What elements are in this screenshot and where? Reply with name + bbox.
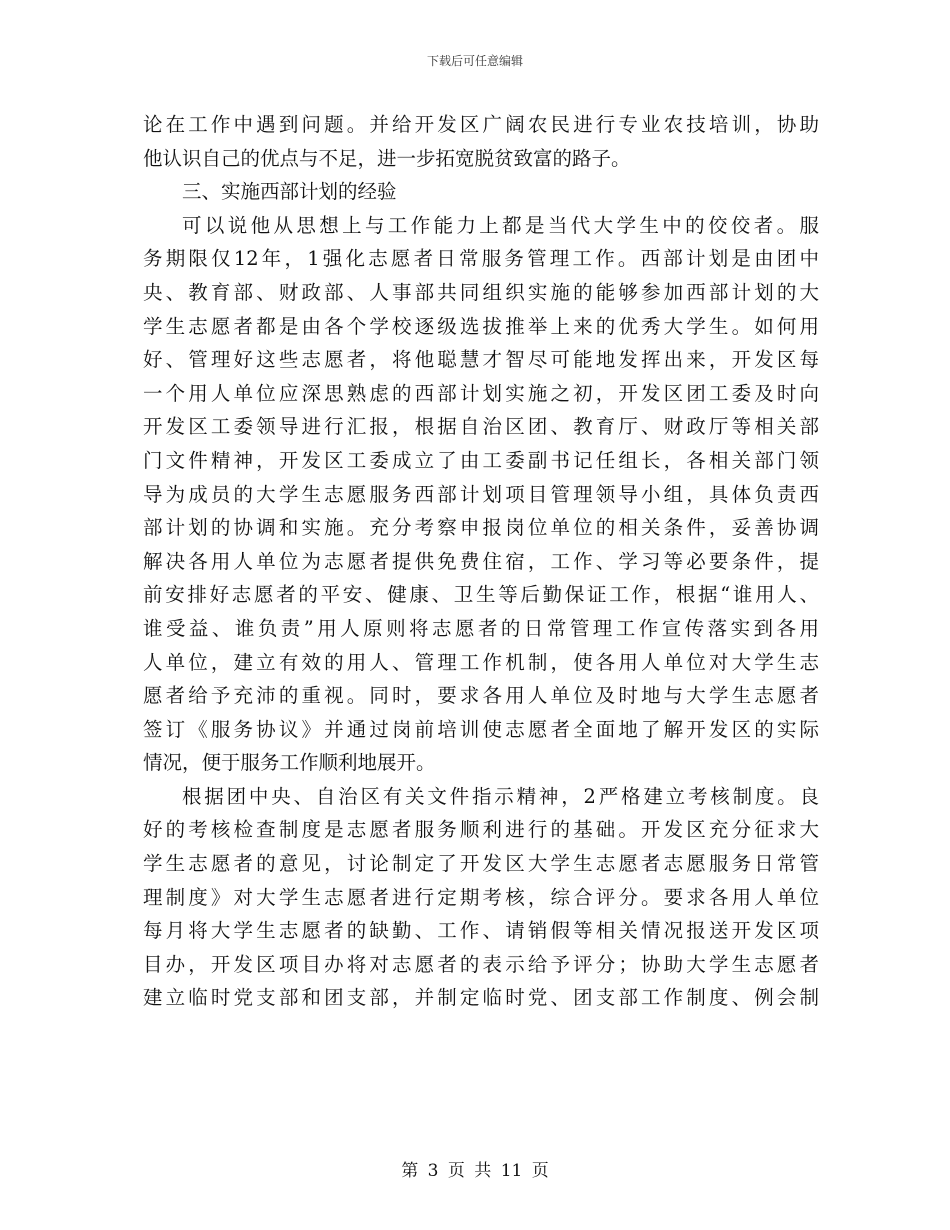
section-heading: 三、实施西部计划的经验 [182,180,397,204]
text-line: 部计划的协调和实施。充分考察申报岗位单位的相关条件，妥善协调 [143,516,819,540]
text-line: 好的考核检查制度是志愿者服务顺利进行的基础。开发区充分征求大 [143,818,819,842]
text-line: 愿者给予充沛的重视。同时，要求各用人单位及时地与大学生志愿者 [143,684,819,708]
text-line: 情况，便于服务工作顺利地展开。 [143,751,436,775]
text-line: 他认识自己的优点与不足，进一步拓宽脱贫致富的路子。 [143,146,631,170]
text-line: 务期限仅12年，1强化志愿者日常服务管理工作。西部计划是由团中 [143,247,819,271]
text-line: 目办，开发区项目办将对志愿者的表示给予评分；协助大学生志愿者 [143,952,819,976]
text-line: 理制度》对大学生志愿者进行定期考核，综合评分。要求各用人单位 [143,885,819,909]
text-line: 开发区工委领导进行汇报，根据自治区团、教育厅、财政厅等相关部 [143,415,819,439]
page-header: 下载后可任意编辑 [426,54,523,68]
text-line: 好、管理好这些志愿者，将他聪慧才智尽可能地发挥出来，开发区每 [143,348,819,372]
text-line: 央、教育部、财政部、人事部共同组织实施的能够参加西部计划的大 [143,280,819,304]
text-line: 论在工作中遇到问题。并给开发区广阔农民进行专业农技培训，协助 [143,113,819,136]
text-line: 学生志愿者都是由各个学校逐级选拔推举上来的优秀大学生。如何用 [143,314,819,338]
text-line: 前安排好志愿者的平安、健康、卫生等后勤保证工作，根据“谁用人、 [143,583,819,607]
page-number-footer: 第 3 页 共 11 页 [401,1161,549,1181]
text-line: 解决各用人单位为志愿者提供免费住宿，工作、学习等必要条件，提 [143,549,819,573]
text-line: 建立临时党支部和团支部，并制定临时党、团支部工作制度、例会制 [143,986,819,1010]
text-line: 可以说他从思想上与工作能力上都是当代大学生中的佼佼者。服 [182,213,819,237]
document-body [143,108,819,1015]
text-line: 谁受益、谁负责”用人原则将志愿者的日常管理工作宣传落实到各用 [143,616,819,640]
text-line: 学生志愿者的意见，讨论制定了开发区大学生志愿者志愿服务日常管 [143,852,819,876]
text-line: 门文件精神，开发区工委成立了由工委副书记任组长，各相关部门领 [143,448,819,472]
text-line: 签订《服务协议》并通过岗前培训使志愿者全面地了解开发区的实际 [143,717,819,741]
text-line: 根据团中央、自治区有关文件指示精神，2严格建立考核制度。良 [182,784,819,808]
text-line: 导为成员的大学生志愿服务西部计划项目管理领导小组，具体负责西 [143,482,819,506]
text-line: 人单位，建立有效的用人、管理工作机制，使各用人单位对大学生志 [143,650,819,674]
text-line: 每月将大学生志愿者的缺勤、工作、请销假等相关情况报送开发区项 [143,919,819,943]
text-line: 一个用人单位应深思熟虑的西部计划实施之初，开发区团工委及时向 [143,381,819,405]
